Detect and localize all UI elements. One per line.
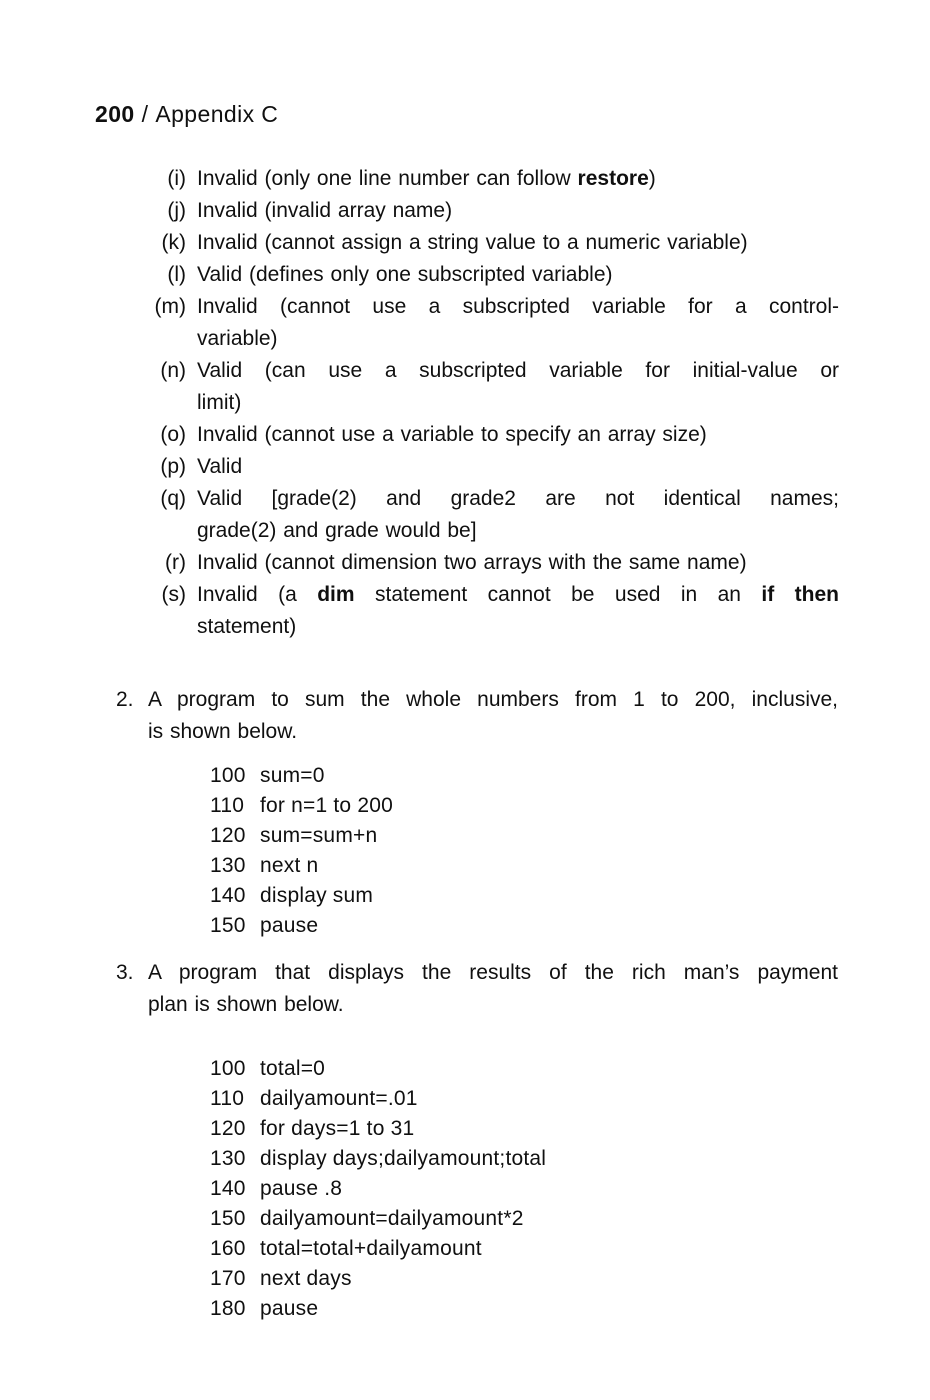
- answer-label: (i): [167, 167, 186, 190]
- code-line-number: 100: [210, 1057, 246, 1080]
- answer-text: [197, 195, 839, 227]
- code-statement: dailyamount=.01: [260, 1087, 418, 1110]
- code-line-number: 140: [210, 884, 246, 907]
- code-line: [210, 1234, 930, 1264]
- code-statement: pause: [260, 914, 319, 937]
- problem-line: [148, 989, 838, 1021]
- answer-run: Invalid (invalid array name): [197, 199, 453, 222]
- code-line: [210, 881, 930, 911]
- answer-label: (o): [160, 423, 186, 446]
- answer-text: [197, 451, 839, 483]
- answer-line: [197, 387, 839, 419]
- answer-label: (k): [161, 231, 186, 254]
- answer-run: Valid (defines only one subscripted variable): [197, 263, 613, 286]
- answer-item-r: [130, 547, 930, 579]
- answer-run: Invalid (only one line number can follow: [197, 167, 578, 190]
- answer-run-bold: dim: [317, 583, 355, 606]
- answer-text: [197, 163, 839, 195]
- code-statement: pause: [260, 1297, 319, 1320]
- answer-line: [197, 419, 839, 451]
- problem-line: [148, 684, 838, 716]
- code-statement: for n=1 to 200: [260, 794, 393, 817]
- code-statement: total=0: [260, 1057, 326, 1080]
- code-line: [210, 821, 930, 851]
- answer-run: Invalid (cannot assign a string value to a numeric variable): [197, 231, 748, 254]
- answer-item-j: [130, 195, 930, 227]
- page-number: 200: [95, 101, 135, 127]
- code-statement: for days=1 to 31: [260, 1117, 415, 1140]
- answer-run-bold: if then: [761, 583, 840, 606]
- answer-text: [197, 579, 839, 643]
- code-line: [210, 851, 930, 881]
- code-line-number: 110: [210, 794, 245, 817]
- answer-label: (j): [167, 199, 186, 222]
- answer-run: Invalid (a: [197, 583, 318, 606]
- answer-item-m: [130, 291, 930, 355]
- answer-line: [197, 195, 839, 227]
- answer-run: Invalid (cannot use a variable to specify an array size): [197, 423, 707, 446]
- answer-item-p: [130, 451, 930, 483]
- code-line-number: 140: [210, 1177, 246, 1200]
- problem-run: A program to sum the whole numbers from 1 to 200, inclusive,: [148, 688, 838, 711]
- answer-line: [197, 515, 839, 547]
- answer-text: [197, 483, 839, 547]
- answer-run: grade(2) and grade would be]: [197, 519, 477, 542]
- answer-item-k: [130, 227, 930, 259]
- code-line-number: 100: [210, 764, 246, 787]
- code-line-number: 180: [210, 1297, 246, 1320]
- answer-line: [197, 611, 839, 643]
- code-line: [210, 1204, 930, 1234]
- code-line: [210, 1054, 930, 1084]
- answer-item-i: [130, 163, 930, 195]
- problem-run: A program that displays the results of the rich man’s payment: [148, 961, 838, 984]
- answer-label: (n): [160, 359, 186, 382]
- answer-line: [197, 259, 839, 291]
- answer-item-s: [130, 579, 930, 643]
- code-line: [210, 1144, 930, 1174]
- code-line: [210, 1264, 930, 1294]
- code-statement: pause .8: [260, 1177, 343, 1200]
- answer-list: [130, 163, 930, 643]
- code-line-number: 150: [210, 914, 246, 937]
- answer-text: [197, 547, 839, 579]
- problem-number: 3.: [116, 961, 134, 984]
- problem-line: [148, 957, 838, 989]
- code-line-number: 130: [210, 1147, 246, 1170]
- code-line: [210, 1114, 930, 1144]
- answer-text: [197, 259, 839, 291]
- answer-run-bold: restore: [577, 167, 649, 190]
- answer-label: (s): [161, 583, 186, 606]
- answer-run: statement cannot be used in an: [354, 583, 762, 606]
- answer-label: (r): [165, 551, 186, 574]
- answer-label: (m): [154, 295, 186, 318]
- answer-item-l: [130, 259, 930, 291]
- code-line-number: 160: [210, 1237, 246, 1260]
- answer-line: [197, 163, 839, 195]
- answer-label: (l): [167, 263, 186, 286]
- answer-run: Valid [grade(2) and grade2 are not identical names;: [197, 487, 839, 510]
- answer-item-o: [130, 419, 930, 451]
- code-line: [210, 911, 930, 941]
- problem-text: [148, 684, 838, 748]
- answer-line: [197, 227, 839, 259]
- answer-item-n: [130, 355, 930, 419]
- code-statement: display days;dailyamount;total: [260, 1147, 547, 1170]
- answer-run: limit): [197, 391, 242, 414]
- problem-run: plan is shown below.: [148, 993, 344, 1016]
- code-statement: sum=sum+n: [260, 824, 378, 847]
- answer-run: variable): [197, 327, 278, 350]
- answer-line: [197, 451, 839, 483]
- answer-run: Valid (can use a subscripted variable for initial-value or: [197, 359, 839, 382]
- answer-text: [197, 291, 839, 355]
- code-statement: sum=0: [260, 764, 325, 787]
- answer-line: [197, 291, 839, 323]
- answer-line: [197, 355, 839, 387]
- problem-3: [116, 957, 930, 1021]
- code-line-number: 170: [210, 1267, 246, 1290]
- problem-number: 2.: [116, 688, 134, 711]
- answer-run: Valid: [197, 455, 243, 478]
- problem-text: [148, 957, 838, 1021]
- answer-label: (p): [160, 455, 186, 478]
- code-line-number: 150: [210, 1207, 246, 1230]
- problem-run: is shown below.: [148, 720, 298, 743]
- answer-run: Invalid (cannot dimension two arrays with the same name): [197, 551, 747, 574]
- answer-run: ): [648, 167, 656, 190]
- answer-item-q: [130, 483, 930, 547]
- answer-label: (q): [160, 487, 186, 510]
- answer-run: statement): [197, 615, 297, 638]
- code-statement: next days: [260, 1267, 352, 1290]
- code-listing-2: [210, 761, 930, 941]
- answer-line: [197, 579, 839, 611]
- answer-text: [197, 227, 839, 259]
- problem-line: [148, 716, 838, 748]
- code-line: [210, 1294, 930, 1324]
- problem-2: [116, 684, 930, 748]
- code-line-number: 120: [210, 824, 246, 847]
- code-line: [210, 791, 930, 821]
- answer-text: [197, 355, 839, 419]
- code-statement: dailyamount=dailyamount*2: [260, 1207, 524, 1230]
- code-listing-3: [210, 1054, 930, 1324]
- answer-run: Invalid (cannot use a subscripted variable for a control-: [197, 295, 839, 318]
- code-line: [210, 1174, 930, 1204]
- appendix-title: Appendix C: [155, 101, 279, 127]
- page-header: [95, 99, 930, 129]
- code-statement: total=total+dailyamount: [260, 1237, 482, 1260]
- code-line-number: 110: [210, 1087, 245, 1110]
- code-line: [210, 1084, 930, 1114]
- answer-line: [197, 483, 839, 515]
- code-line-number: 120: [210, 1117, 246, 1140]
- header-separator: /: [141, 101, 149, 127]
- code-statement: display sum: [260, 884, 374, 907]
- answer-line: [197, 323, 839, 355]
- code-line-number: 130: [210, 854, 246, 877]
- code-line: [210, 761, 930, 791]
- answer-line: [197, 547, 839, 579]
- answer-text: [197, 419, 839, 451]
- code-statement: next n: [260, 854, 319, 877]
